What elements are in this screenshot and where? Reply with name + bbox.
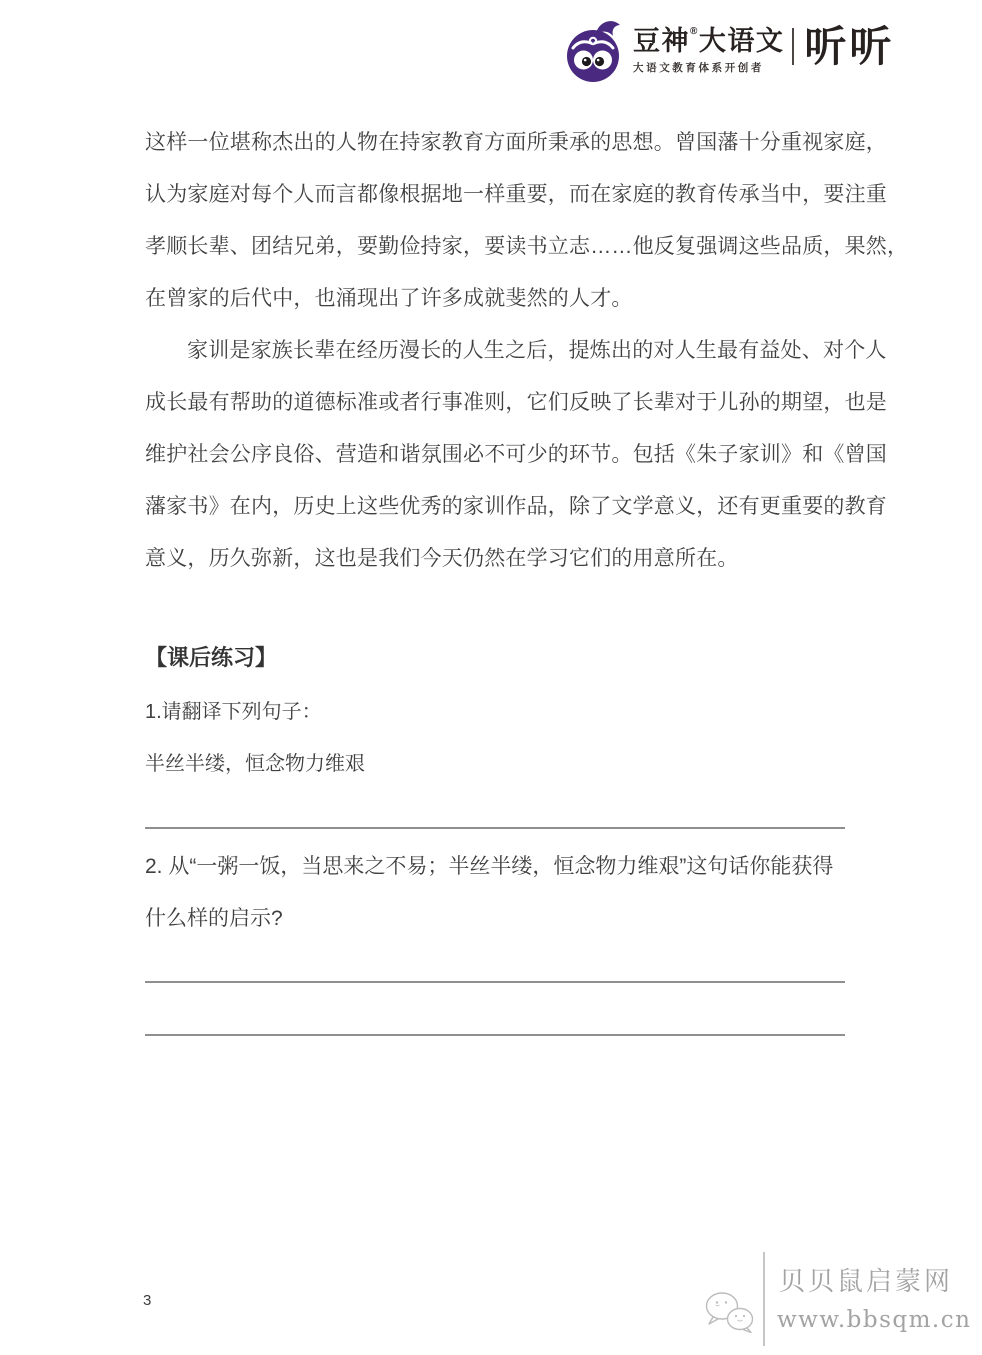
question-2-line1: 2. 从“一粥一饭，当思来之不易；半丝半缕，恒念物力维艰”这句话你能获得 — [145, 855, 834, 878]
answer-line-2 — [145, 981, 845, 983]
watermark-site-url: www.bbsqm.cn — [777, 1307, 972, 1333]
trademark-symbol: ® — [690, 26, 699, 37]
text-line: 认为家庭对每个人而言都像根据地一样重要，而在家庭的教育传承当中，要注重 — [145, 183, 887, 206]
question-2-line2: 什么样的启示? — [145, 907, 283, 930]
product-name: 听听 — [804, 23, 895, 70]
text-line: 家训是家族长辈在经历漫长的人生之后，提炼出的对人生最有益处、对个人 — [187, 339, 887, 362]
watermark-divider — [763, 1252, 765, 1346]
question-2 — [145, 841, 833, 945]
question-1-label: 1.请翻译下列句子： — [145, 701, 322, 723]
text-line: 意义，历久弥新，这也是我们今天仍然在学习它们的用意所在。 — [145, 547, 739, 570]
text-line: 藩家书》在内，历史上这些优秀的家训作品，除了文学意义，还有更重要的教育 — [145, 495, 887, 518]
brand-name-part1: 豆神 — [633, 26, 690, 56]
section-heading: 【课后练习】 — [145, 645, 278, 670]
logo-divider — [792, 28, 794, 65]
paragraph-1 — [145, 117, 909, 325]
brand-name-part2: 大语文 — [698, 26, 785, 56]
text-line: 这样一位堪称杰出的人物在持家教育方面所秉承的思想。曾国藩十分重视家庭， — [145, 131, 887, 154]
brand-name — [633, 26, 784, 56]
brand-logo — [563, 19, 894, 83]
text-line: 成长最有帮助的道德标准或者行事准则，它们反映了长辈对于儿孙的期望，也是 — [145, 391, 887, 414]
text-line: 孝顺长辈、团结兄弟，要勤俭持家，要读书立志……他反复强调这些品质，果然， — [145, 235, 909, 258]
brand-subtitle: 大语文教育体系开创者 — [633, 62, 764, 74]
wechat-icon — [704, 1291, 756, 1333]
document-body — [145, 117, 909, 585]
paragraph-2 — [145, 325, 887, 585]
watermark-site-name: 贝贝鼠启蒙网 — [779, 1267, 954, 1296]
text-line: 在曾家的后代中，也涌现出了许多成就斐然的人才。 — [145, 287, 633, 310]
text-line: 维护社会公序良俗、营造和谐氛围必不可少的环节。包括《朱子家训》和《曾国 — [145, 443, 887, 466]
answer-line-3 — [145, 1034, 845, 1036]
answer-line-1 — [145, 827, 845, 829]
question-1-sentence: 半丝半缕，恒念物力维艰 — [145, 753, 365, 775]
brand-text — [633, 26, 784, 75]
owl-mascot-icon — [563, 19, 627, 83]
page-number: 3 — [143, 1292, 152, 1309]
